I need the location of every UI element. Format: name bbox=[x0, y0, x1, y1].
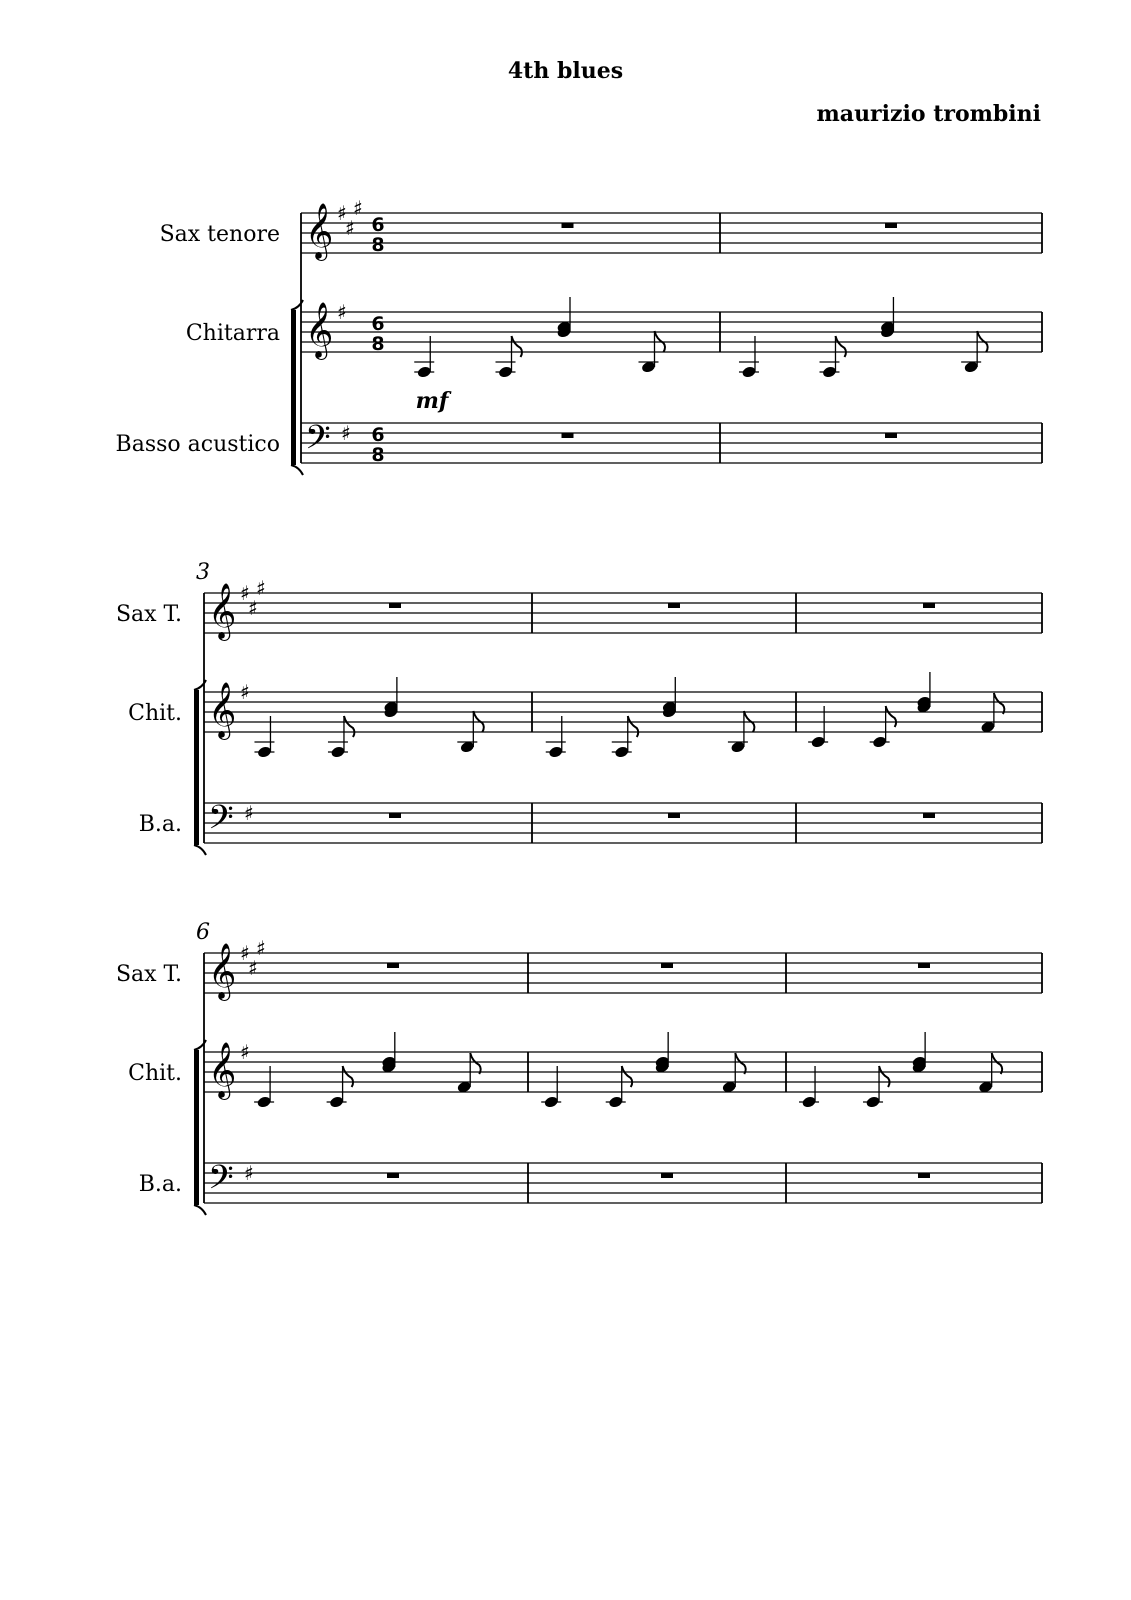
composer-name: maurizio trombini bbox=[816, 101, 1041, 127]
treble-clef: 𝄞 bbox=[208, 583, 237, 639]
note-flag bbox=[886, 706, 897, 727]
note-flag bbox=[343, 1066, 354, 1087]
note-flag bbox=[735, 1053, 746, 1074]
time-signature-numerator: 6 bbox=[371, 424, 385, 446]
sharp-sign: ♯ bbox=[345, 216, 355, 240]
time-signature-denominator: 8 bbox=[371, 333, 385, 355]
group-bracket bbox=[291, 310, 296, 465]
note-flag bbox=[835, 336, 846, 357]
treble-clef: 𝄞 bbox=[208, 943, 237, 999]
treble-clef: 𝄞 bbox=[208, 682, 237, 738]
whole-rest bbox=[387, 963, 399, 968]
treble-clef: 𝄞 bbox=[305, 203, 334, 259]
instrument-label-bass: B.a. bbox=[138, 1172, 182, 1197]
whole-rest bbox=[562, 223, 574, 228]
whole-rest bbox=[661, 1173, 673, 1178]
whole-rest bbox=[918, 1173, 930, 1178]
sharp-sign: ♯ bbox=[240, 581, 250, 605]
treble-clef: 𝄞 bbox=[305, 302, 334, 358]
whole-rest bbox=[923, 813, 935, 818]
instrument-label-guitar: Chitarra bbox=[185, 321, 280, 346]
sharp-sign: ♯ bbox=[337, 300, 347, 324]
note-flag bbox=[628, 716, 639, 737]
whole-rest bbox=[668, 603, 680, 608]
group-bracket bbox=[194, 1050, 199, 1205]
instrument-label-sax: Sax tenore bbox=[159, 222, 280, 247]
bass-clef: 𝄢 bbox=[208, 1159, 234, 1205]
note-flag bbox=[994, 693, 1005, 714]
whole-rest bbox=[668, 813, 680, 818]
sharp-sign: ♯ bbox=[337, 201, 347, 225]
whole-rest bbox=[387, 1173, 399, 1178]
instrument-label-guitar: Chit. bbox=[128, 701, 182, 726]
note-flag bbox=[622, 1066, 633, 1087]
note-flag bbox=[344, 716, 355, 737]
score-title: 4th blues bbox=[507, 58, 624, 84]
note-flag bbox=[992, 1053, 1003, 1074]
instrument-label-guitar: Chit. bbox=[128, 1061, 182, 1086]
bracket-tip-bottom bbox=[194, 845, 206, 855]
sharp-sign: ♯ bbox=[240, 1040, 250, 1064]
sharp-sign: ♯ bbox=[248, 956, 258, 980]
sharp-sign: ♯ bbox=[256, 936, 266, 960]
bass-clef: 𝄢 bbox=[208, 799, 234, 845]
whole-rest bbox=[885, 433, 897, 438]
sharp-sign: ♯ bbox=[256, 576, 266, 600]
note-flag bbox=[879, 1066, 890, 1087]
whole-rest bbox=[389, 813, 401, 818]
whole-rest bbox=[923, 603, 935, 608]
instrument-label-sax: Sax T. bbox=[115, 602, 182, 627]
bracket-tip-bottom bbox=[291, 465, 303, 475]
whole-rest bbox=[885, 223, 897, 228]
instrument-label-bass: Basso acustico bbox=[115, 432, 280, 457]
dynamic-marking: mf bbox=[415, 388, 449, 414]
sharp-sign: ♯ bbox=[240, 680, 250, 704]
bass-clef: 𝄢 bbox=[305, 419, 331, 465]
instrument-label-bass: B.a. bbox=[138, 812, 182, 837]
whole-rest bbox=[389, 603, 401, 608]
time-signature-numerator: 6 bbox=[371, 313, 385, 335]
whole-rest bbox=[661, 963, 673, 968]
time-signature-denominator: 8 bbox=[371, 444, 385, 466]
whole-rest bbox=[562, 433, 574, 438]
bracket-tip-bottom bbox=[194, 1205, 206, 1215]
sharp-sign: ♯ bbox=[244, 801, 254, 825]
measure-number: 3 bbox=[196, 560, 210, 585]
sharp-sign: ♯ bbox=[353, 196, 363, 220]
whole-rest bbox=[918, 963, 930, 968]
sharp-sign: ♯ bbox=[341, 421, 351, 445]
note-flag bbox=[512, 336, 523, 357]
measure-number: 6 bbox=[196, 920, 210, 945]
instrument-label-sax: Sax T. bbox=[115, 962, 182, 987]
sharp-sign: ♯ bbox=[248, 596, 258, 620]
sharp-sign: ♯ bbox=[244, 1161, 254, 1185]
time-signature-denominator: 8 bbox=[371, 234, 385, 256]
time-signature-numerator: 6 bbox=[371, 214, 385, 236]
group-bracket bbox=[194, 690, 199, 845]
treble-clef: 𝄞 bbox=[208, 1042, 237, 1098]
note-flag bbox=[470, 1053, 481, 1074]
sharp-sign: ♯ bbox=[240, 941, 250, 965]
